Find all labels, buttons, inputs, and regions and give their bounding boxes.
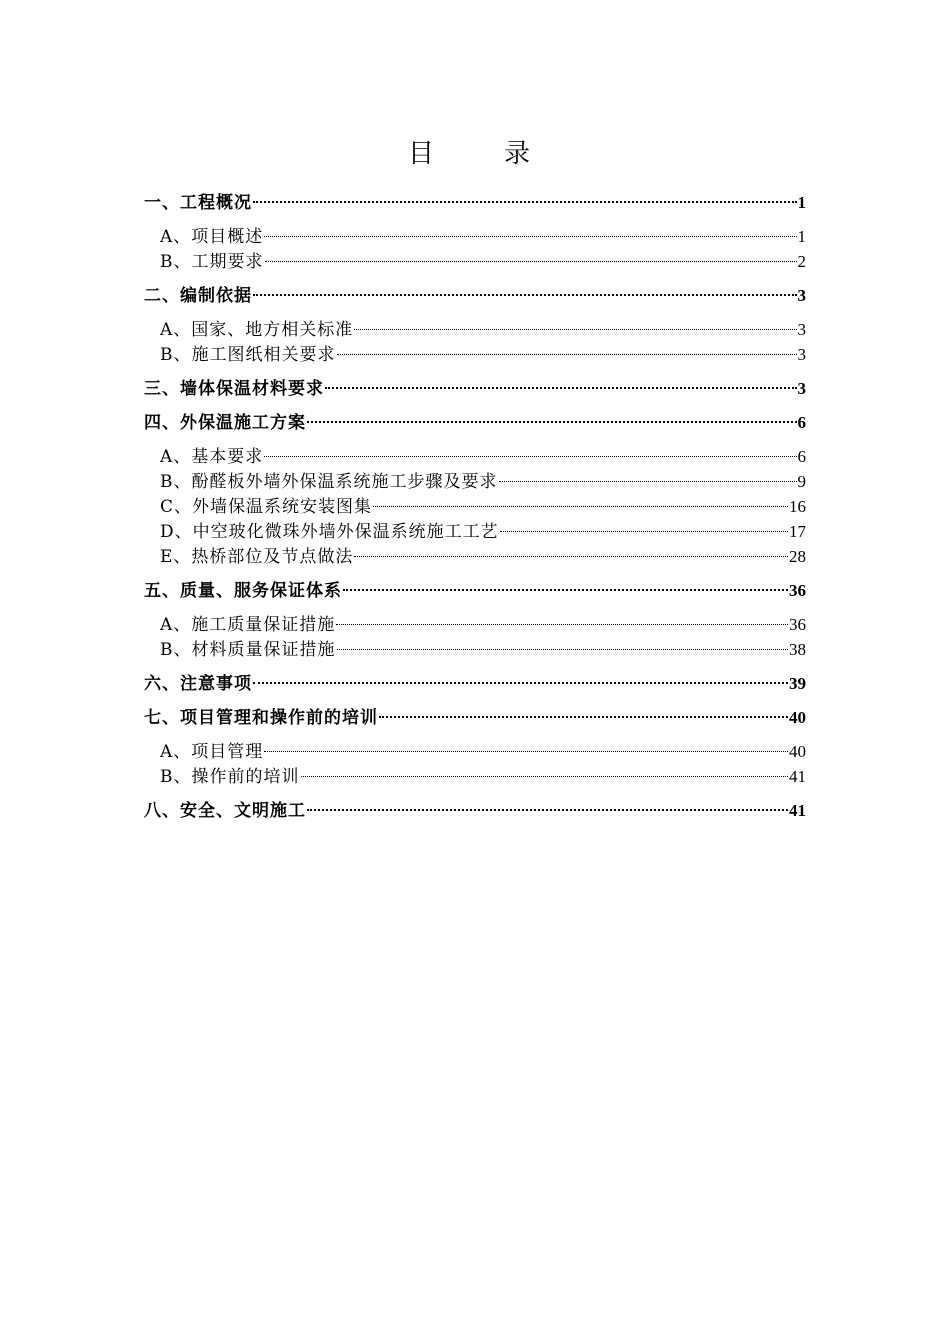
toc-section-entry[interactable] [144, 540, 806, 567]
toc-section-entry[interactable] [144, 313, 806, 340]
toc-entry-text: A、国家、地方相关标准 [160, 320, 354, 340]
toc-entry-text: E、热桥部位及节点做法 [160, 547, 354, 567]
dot-leader [253, 667, 788, 689]
dot-leader [265, 245, 797, 267]
dot-leader [264, 440, 796, 462]
toc-entry-text: B、酚醛板外墙外保温系统施工步骤及要求 [160, 472, 498, 492]
toc-page-number: 38 [789, 640, 806, 659]
toc-section-entry[interactable] [144, 735, 806, 762]
toc-entry-text: A、施工质量保证措施 [160, 615, 336, 635]
dot-leader [307, 794, 788, 816]
toc-page-number: 6 [797, 413, 806, 432]
toc-entry-text: 七、项目管理和操作前的培训 [144, 708, 378, 728]
toc-entry-text: 四、外保温施工方案 [144, 413, 306, 433]
toc-section-entry[interactable] [144, 338, 806, 365]
toc-page-number: 36 [789, 581, 806, 600]
toc-section-entry[interactable] [144, 245, 806, 272]
toc-chapter-entry[interactable] [144, 794, 806, 821]
toc-page-number: 41 [789, 767, 806, 786]
toc-page-number: 41 [789, 801, 806, 820]
toc-page-number: 3 [797, 320, 806, 339]
toc-page-number: 40 [789, 708, 806, 727]
toc-page-number: 17 [789, 522, 806, 541]
toc-entry-text: 五、质量、服务保证体系 [144, 581, 342, 601]
toc-chapter-entry[interactable] [144, 701, 806, 728]
toc-title: 目 录 [407, 139, 552, 169]
toc-page-number: 1 [797, 227, 806, 246]
dot-leader [325, 372, 797, 394]
toc-page-number: 16 [789, 497, 806, 516]
dot-leader [499, 465, 797, 487]
dot-leader [379, 701, 788, 723]
toc-page-number: 1 [797, 193, 806, 212]
dot-leader [301, 760, 789, 782]
toc-page-number: 28 [789, 547, 806, 566]
dot-leader [307, 406, 797, 428]
toc-chapter-entry[interactable] [144, 186, 806, 213]
toc-section-entry[interactable] [144, 608, 806, 635]
toc-chapter-entry[interactable] [144, 667, 806, 694]
dot-leader [337, 633, 789, 655]
toc-chapter-entry[interactable] [144, 406, 806, 433]
toc-page-number: 39 [789, 674, 806, 693]
toc-entry-text: C、外墙保温系统安装图集 [160, 497, 373, 517]
dot-leader [336, 608, 788, 630]
toc-entry-text: A、基本要求 [160, 447, 264, 467]
toc-page-number: 40 [789, 742, 806, 761]
toc-section-entry[interactable] [144, 633, 806, 660]
dot-leader [343, 574, 788, 596]
toc-chapter-entry[interactable] [144, 372, 806, 399]
toc-section-entry[interactable] [144, 465, 806, 492]
toc-section-entry[interactable] [144, 515, 806, 542]
toc-entry-text: 二、编制依据 [144, 286, 252, 306]
toc-page-number: 3 [797, 345, 806, 364]
toc-page-number: 36 [789, 615, 806, 634]
toc-chapter-entry[interactable] [144, 279, 806, 306]
toc-entry-text: 一、工程概况 [144, 193, 252, 213]
toc-entry-text: A、项目概述 [160, 227, 264, 247]
dot-leader [264, 220, 796, 242]
table-of-contents [144, 186, 806, 821]
toc-section-entry[interactable] [144, 490, 806, 517]
toc-chapter-entry[interactable] [144, 574, 806, 601]
dot-leader [354, 313, 796, 335]
toc-entry-text: A、项目管理 [160, 742, 264, 762]
dot-leader [337, 338, 797, 360]
toc-entry-text: 三、墙体保温材料要求 [144, 379, 324, 399]
toc-page-number: 2 [797, 252, 806, 271]
toc-entry-text: B、材料质量保证措施 [160, 640, 336, 660]
toc-entry-text: B、施工图纸相关要求 [160, 345, 336, 365]
dot-leader [373, 490, 788, 512]
toc-page-number: 3 [797, 379, 806, 398]
dot-leader [354, 540, 788, 562]
toc-entry-text: 八、安全、文明施工 [144, 801, 306, 821]
dot-leader [500, 515, 788, 537]
toc-section-entry[interactable] [144, 220, 806, 247]
toc-entry-text: D、中空玻化微珠外墙外保温系统施工工艺 [160, 522, 499, 542]
toc-section-entry[interactable] [144, 760, 806, 787]
toc-entry-text: B、操作前的培训 [160, 767, 300, 787]
dot-leader [253, 279, 797, 301]
toc-entry-text: B、工期要求 [160, 252, 264, 272]
toc-page-number: 3 [797, 286, 806, 305]
toc-section-entry[interactable] [144, 440, 806, 467]
toc-page-number: 6 [797, 447, 806, 466]
toc-entry-text: 六、注意事项 [144, 674, 252, 694]
toc-page-number: 9 [797, 472, 806, 491]
dot-leader [253, 186, 797, 208]
dot-leader [264, 735, 788, 757]
